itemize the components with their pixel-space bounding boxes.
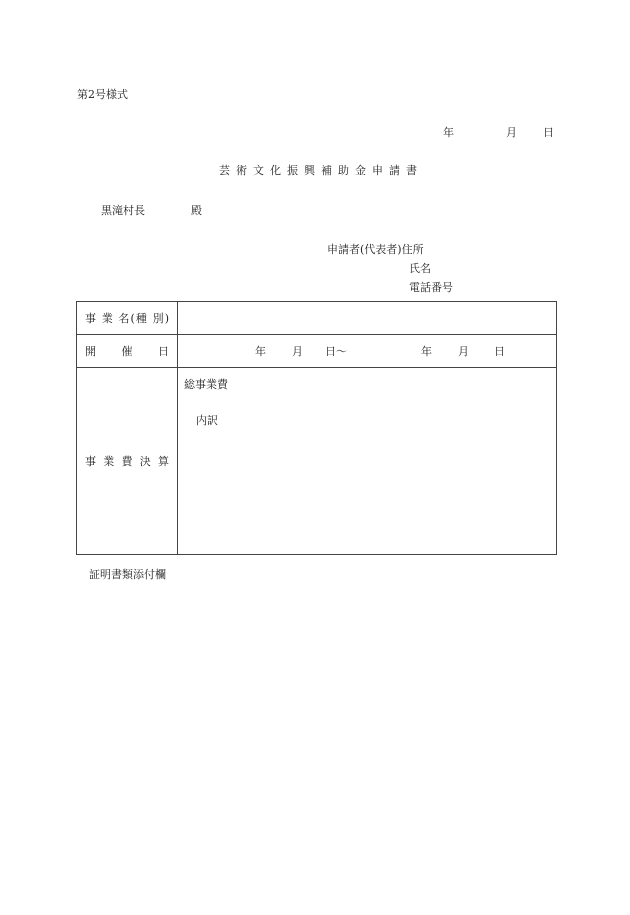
project-name-label: 事 業 名(種 別): [77, 302, 178, 335]
event-date-row: [77, 335, 557, 368]
budget-total-label: 総事業費: [184, 378, 228, 391]
date-month: 月: [506, 126, 517, 139]
budget-row: [77, 368, 557, 555]
addressee: [101, 202, 202, 218]
period-end-day: 日: [494, 345, 505, 358]
budget-field[interactable]: [178, 368, 557, 555]
period-start-month: 月: [292, 345, 303, 358]
application-table: [76, 301, 557, 555]
attachment-note: 証明書類添付欄: [89, 568, 166, 581]
period-end-month: 月: [458, 345, 469, 358]
applicant-address-label: 申請者(代表者)住所: [327, 243, 424, 256]
period-start-year: 年: [255, 345, 266, 358]
date-day: 日: [543, 126, 554, 139]
addressee-name: 黒滝村長: [101, 204, 145, 217]
applicant-name-label: 氏名: [409, 262, 431, 275]
document-title: 芸術文化振興補助金申請書: [219, 164, 423, 177]
period-end-year: 年: [421, 345, 432, 358]
date-year: 年: [443, 126, 454, 139]
event-date-label: 開 催 日: [77, 335, 178, 368]
period-start-day: 日〜: [325, 345, 347, 358]
project-name-field[interactable]: [178, 302, 557, 335]
event-period-field[interactable]: [178, 335, 557, 368]
form-number: 第2号様式: [77, 88, 128, 101]
date-line: [443, 124, 554, 140]
addressee-honorific: 殿: [191, 204, 202, 217]
budget-label: 事 業 費 決 算: [77, 368, 178, 555]
budget-breakdown-label: 内訳: [196, 414, 218, 427]
project-name-row: [77, 302, 557, 335]
applicant-phone-label: 電話番号: [409, 281, 453, 294]
